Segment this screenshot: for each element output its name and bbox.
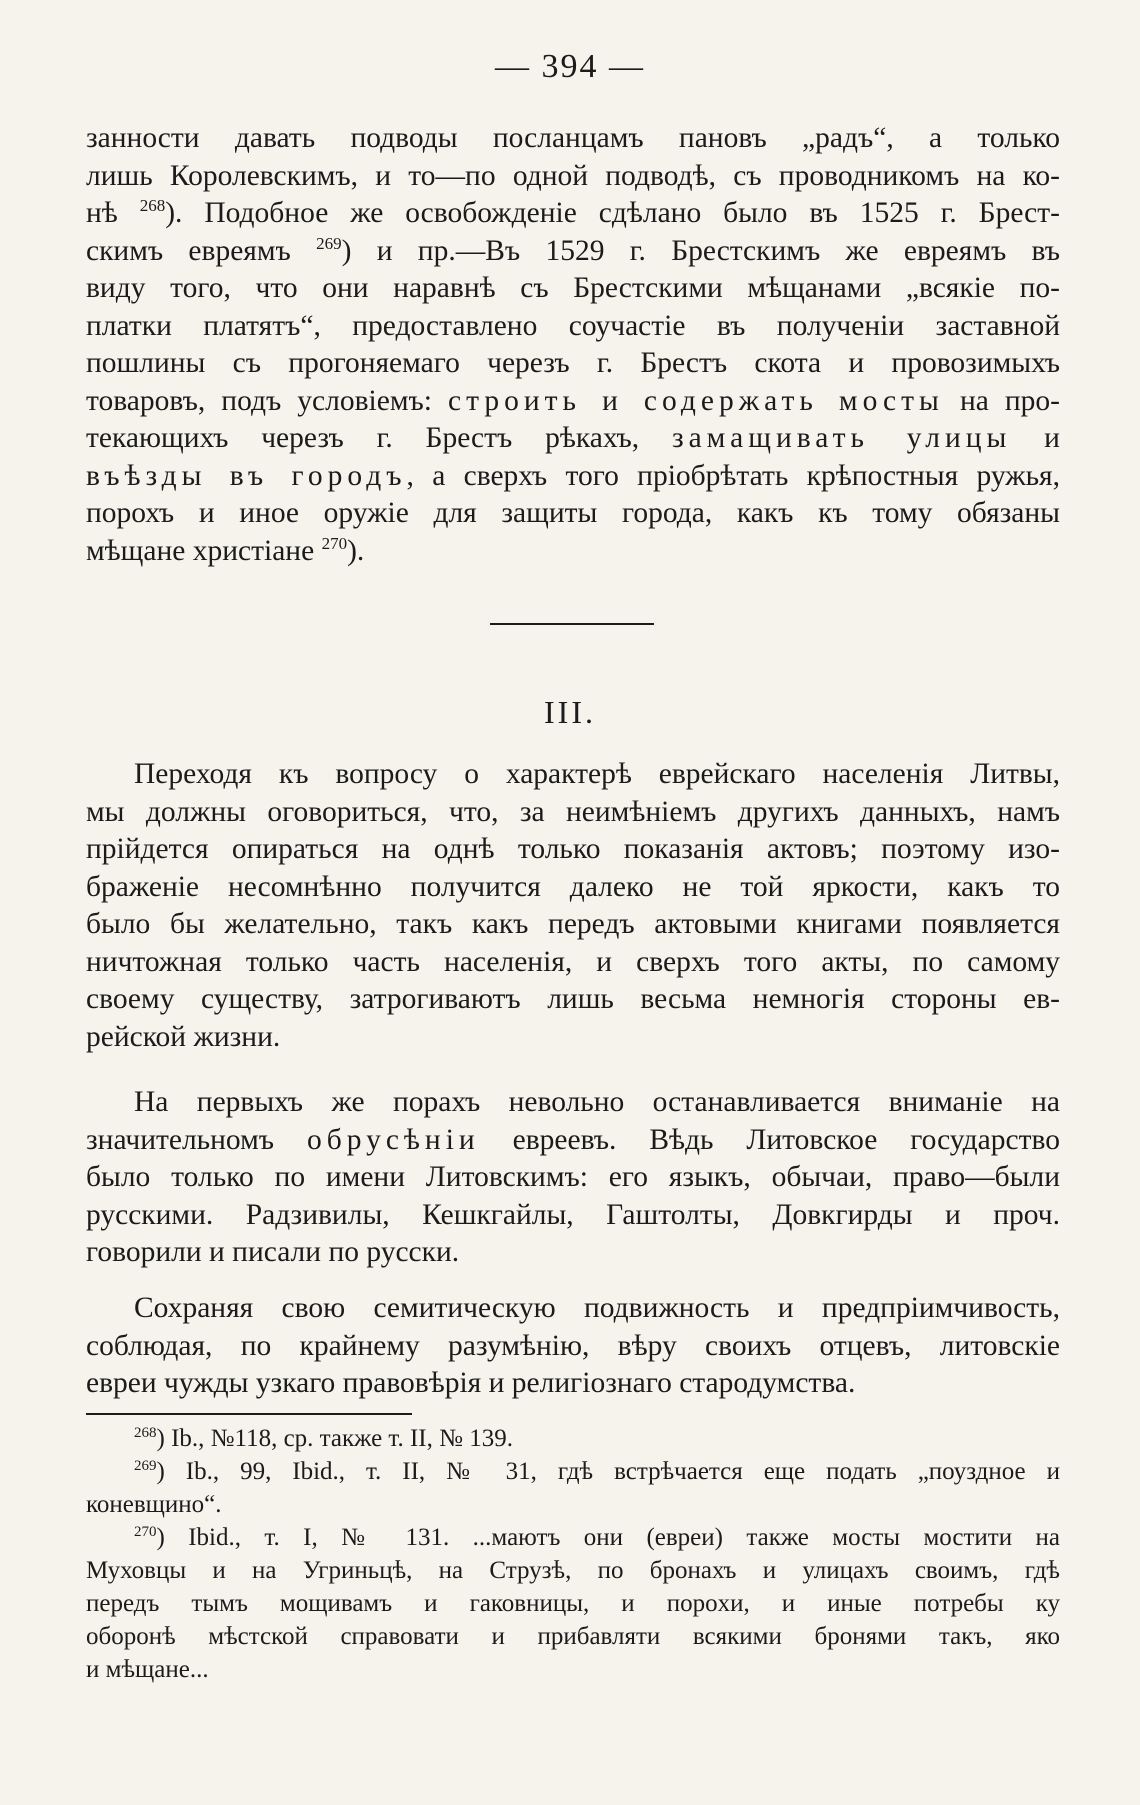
text-line: было только по имени Литовскимъ: его языкъ, обычаи, право—были: [86, 1161, 1060, 1193]
text-line: порохъ и иное оружіе для защиты города, какъ къ тому обязаны: [86, 497, 1060, 529]
text-line: евреи чужды узкаго правовѣрія и религіознаго стародумства.: [86, 1367, 856, 1399]
footnote-line: передъ тымъ мощивамъ и гаковницы, и пороxи, и иные потребы ку: [86, 1590, 1060, 1617]
text-line: русскими. Радзивилы, Кешкгайлы, Гаштолты, Довкгирды и проч.: [86, 1198, 1060, 1231]
text-line: въѣзды въ городъ, а сверхъ того пріобрѣтать крѣпостныя ружья,: [86, 459, 1060, 492]
footnote-number: 268: [134, 1425, 157, 1441]
text-line: лишь Королевскимъ, и то—по одной подводѣ, съ проводникомъ на ко-: [86, 159, 1060, 192]
footnote-270: $^{270}$) Ibid., т. I, № 131. ...маютъ они (евреи) также мосты мостити на: [134, 1524, 1060, 1551]
text-line: значительномъ обрусѣніи евреевъ. Вѣдь Литовское государство: [86, 1123, 1060, 1156]
text-line: было бы желательно, такъ какъ передъ актовыми книгами появляется: [86, 908, 1060, 940]
section-paragraph-1: [86, 756, 1060, 1056]
emphasized-text: замащивать улицы: [671, 422, 1012, 454]
footnote-ref-268: 268: [139, 196, 166, 215]
text-line: виду того, что они наравнѣ съ Брестскими мѣщанами „всякіе по-: [86, 272, 1060, 304]
emphasized-text: въѣзды въ городъ: [86, 459, 407, 492]
footnote-269: $^{269}$) Ib., 99, Ibid., т. II, № 31, гдѣ встрѣчается еще подать „поуздное и: [134, 1458, 1060, 1485]
footnote-number: 270: [134, 1524, 157, 1540]
footnote-line: коневщино“.: [86, 1491, 222, 1518]
text-line: браженіе несомнѣнно получится далеко не той яркости, какъ то: [86, 870, 1060, 903]
text-line: скимъ евреямъ $^{269}$) и пр.—Въ 1529 г. Брестскимъ же евреямъ въ: [86, 233, 1060, 267]
section-paragraph-2: [86, 1084, 1060, 1272]
text-line: текающихъ черезъ г. Брестъ рѣкахъ, замащивать улицы и: [86, 422, 1060, 454]
footnote-268: $^{268}$) Ib., №118, ср. также т. II, № 139.: [134, 1425, 513, 1452]
text-line: ничтожная только часть населенія, и сверхъ того акты, по самому: [86, 945, 1060, 978]
section-heading: III.: [544, 694, 596, 730]
footnote-number: 269: [134, 1458, 157, 1474]
text-line: соблюдая, по крайнему разумѣнію, вѣру своихъ отцевъ, литовскіе: [86, 1329, 1060, 1362]
separator-rule: [490, 623, 654, 625]
text-line: своему существу, затрогиваютъ лишь весьма немногія стороны ев-: [86, 983, 1060, 1015]
text-line: рейской жизни.: [86, 1020, 281, 1053]
footnote-ref-269: 269: [316, 233, 342, 253]
text-line: прійдется опираться на однѣ только показанія актовъ; поэтому изо-: [86, 833, 1060, 865]
footnote-rule: [86, 1413, 412, 1415]
footnote-line: оборонѣ мѣстской справовати и прибавляти всякими бронями такъ, яко: [86, 1623, 1060, 1650]
text-line: Сохраняя свою семитическую подвижность и предпріимчивость,: [134, 1292, 1060, 1324]
text-line: мѣщане христіане $^{270}$).: [86, 533, 365, 567]
section-paragraph-3: [86, 1290, 1060, 1403]
text-line: платки платятъ“, предоставлено соучастіе въ полученіи заставной: [86, 309, 1060, 342]
top-paragraph: [86, 120, 1060, 570]
text-line: пошлины съ прогоняемаго черезъ г. Брестъ скота и провозимыхъ: [86, 347, 1060, 379]
text-line: Переходя къ вопросу о характерѣ еврейскаго населенія Литвы,: [134, 758, 1060, 790]
text-line: мы должны оговориться, что, за неимѣніемъ другихъ данныхъ, намъ: [86, 795, 1060, 828]
footnote-line: и мѣщане...: [86, 1656, 209, 1683]
footnote-line: Муховцы и на Угриньцѣ, на Струзѣ, по бронахъ и улицахъ своимъ, гдѣ: [86, 1557, 1060, 1584]
emphasized-text: строить и содержать мосты: [448, 384, 944, 417]
text-line: нѣ $^{268}$). Подобное же освобожденіе сдѣлано было въ 1525 г. Брест-: [86, 196, 1060, 229]
text-line: На первыхъ же порахъ невольно останавливается вниманіе на: [134, 1086, 1060, 1118]
text-line: товаровъ, подъ условіемъ: строить и содержать мосты на про-: [86, 384, 1060, 417]
footnote-ref-270: 270: [321, 533, 348, 553]
emphasized-text: обрусѣніи: [306, 1123, 480, 1156]
footnotes: [86, 1422, 1060, 1686]
text-line: говорили и писали по русски.: [86, 1236, 460, 1268]
page-number: — 394 —: [495, 48, 645, 85]
text-line: занности давать подводы посланцамъ пановъ „радъ“, а только: [86, 122, 1060, 154]
